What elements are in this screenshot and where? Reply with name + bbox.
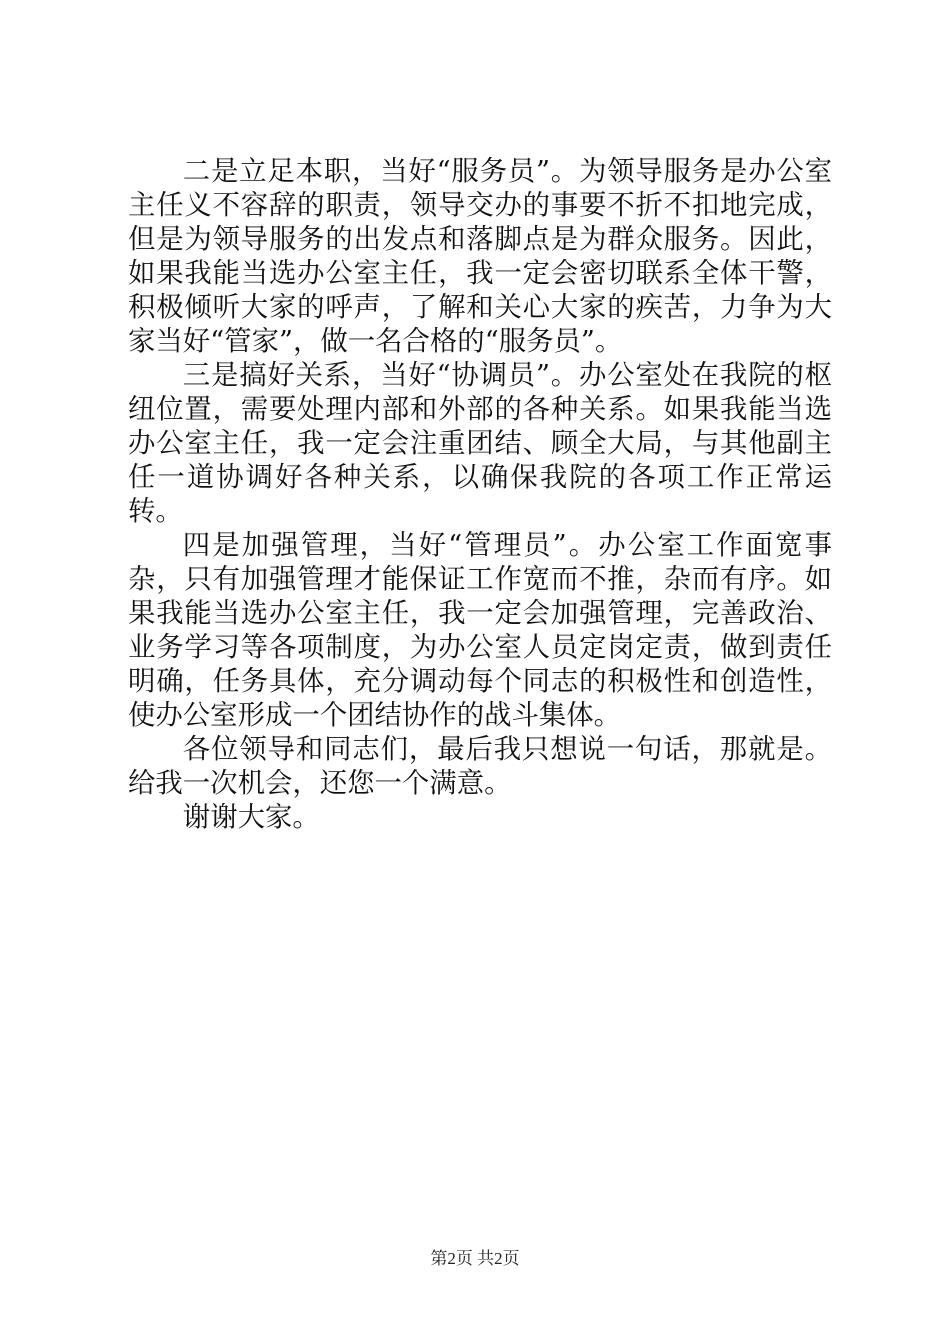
paragraph-service: 二是立足本职，当好“服务员”。为领导服务是办公室主任义不容辞的职责，领导交办的事要不折不扣地完成，但是为领导服务的出发点和落脚点是为群众服务。因此，如果我能当选办公室主任，我一定会密切联系全体干警，积极倾听大家的呼声，了解和关心大家的疾苦，力争为大家当好“管家”，做一名合格的“服务员”。 (128, 156, 832, 357)
paragraph-management: 四是加强管理，当好“管理员”。办公室工作面宽事杂，只有加强管理才能保证工作宽而不推，杂而有序。如果我能当选办公室主任，我一定会加强管理，完善政治、业务学习等各项制度，为办公室人员定岗定责，做到责任明确，任务具体，充分调动每个同志的积极性和创造性，使办公室形成一个团结协作的战斗集体。 (128, 530, 832, 731)
page-footer (0, 1244, 950, 1269)
document-body (128, 155, 832, 835)
page-number: 第2页 共2页 (430, 1249, 520, 1268)
paragraph-closing: 各位领导和同志们，最后我只想说一句话，那就是。给我一次机会，还您一个满意。 (128, 734, 832, 799)
paragraph-thanks: 谢谢大家。 (182, 802, 320, 833)
paragraph-coordination: 三是搞好关系，当好“协调员”。办公室处在我院的枢纽位置，需要处理内部和外部的各种关系。如果我能当选办公室主任，我一定会注重团结、顾全大局，与其他副主任一道协调好各种关系，以确保我院的各项工作正常运转。 (128, 360, 832, 527)
